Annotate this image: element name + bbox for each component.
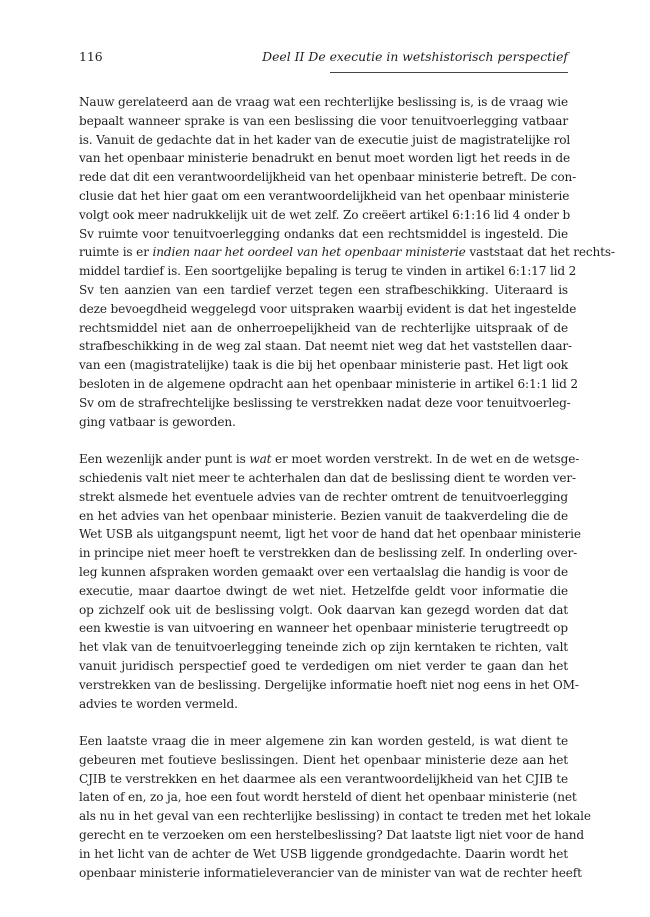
text-line: ruimte is er indien naar het oordeel van het openbaar ministerie vaststaat dat het rechts- — [79, 245, 615, 260]
text-line: gebeuren met foutieve beslissingen. Dient het openbaar ministerie deze aan het — [79, 752, 568, 767]
text-line: is. Vanuit de gedachte dat in het kader van de executie juist de magistratelijke rol — [79, 132, 571, 147]
text-line: van het openbaar ministerie benadrukt en benut moet worden ligt het reeds in de — [79, 151, 570, 166]
text-line: rede dat dit een verantwoordelijkheid van het openbaar ministerie betreft. De con- — [79, 170, 577, 185]
text-line: in principe niet meer hoeft te verstrekken dan de beslissing zelf. In onderling over- — [79, 546, 578, 561]
running-head — [79, 49, 568, 71]
emphasis-text: wat — [249, 452, 272, 467]
text-line: CJIB te verstrekken en het daarmee als een verantwoordelijkheid van het CJIB te — [79, 771, 568, 786]
paragraph — [79, 732, 591, 882]
text-line: vanuit juridisch perspectief goed te verdedigen om niet verder te gaan dan het — [79, 658, 568, 673]
text-line: Nauw gerelateerd aan de vraag wat een rechterlijke beslissing is, is de vraag wie — [79, 95, 568, 109]
text-line: en het advies van het openbaar ministerie. Bezien vanuit de taakverdeling die de — [79, 508, 568, 523]
text-line: Een laatste vraag die in meer algemene zin kan worden gesteld, is wat dient te — [79, 734, 568, 749]
text-line: clusie dat het hier gaat om een verantwoordelijkheid van het openbaar ministerie — [79, 188, 570, 203]
text-line: bepaalt wanneer sprake is van een beslissing die voor tenuitvoerlegging vatbaar — [79, 113, 568, 128]
emphasis-text: indien naar het oordeel van het openbaar ministerie — [152, 245, 466, 260]
text-line: in het licht van de achter de Wet USB liggende grondgedachte. Daarin wordt het — [79, 846, 568, 861]
text-line: rechtsmiddel niet aan de onherroepelijkheid van de rechterlijke uitspraak of de — [79, 320, 568, 335]
text-line: schiedenis valt niet meer te achterhalen dan dat de beslissing dient te worden ver- — [79, 470, 576, 485]
text-line: executie, maar daartoe dwingt de wet niet. Hetzelfde geldt voor informatie die — [79, 583, 568, 598]
text-line: een kwestie is van uitvoering en wanneer het openbaar ministerie terugtreedt op — [79, 621, 568, 636]
page-number: 116 — [79, 49, 103, 64]
text-line: ging vatbaar is geworden. — [79, 414, 236, 429]
text-line: laten of en, zo ja, hoe een fout wordt hersteld of dient het openbaar ministerie (net — [79, 790, 577, 805]
text-line: op zichzelf ook uit de beslissing volgt. Ook daarvan kan gezegd worden dat dat — [79, 602, 568, 617]
header-rule — [330, 72, 568, 73]
text-line: strafbeschikking in de weg zal staan. Dat neemt niet weg dat het vaststellen daar- — [79, 339, 572, 354]
text-line: openbaar ministerie informatieleverancier van de minister van wat de rechter heeft — [79, 865, 582, 880]
body-text — [79, 93, 615, 901]
text-line: verstrekken van de beslissing. Dergelijke informatie hoeft niet nog eens in het OM- — [79, 677, 579, 692]
text-line: volgt ook meer nadrukkelijk uit de wet zelf. Zo creëert artikel 6:1:16 lid 4 onder b — [79, 207, 571, 222]
text-line: leg kunnen afspraken worden gemaakt over een vertaalslag die handig is voor de — [79, 564, 568, 579]
text-line: advies te worden vermeld. — [79, 696, 238, 711]
text-line: besloten in de algemene opdracht aan het openbaar ministerie in artikel 6:1:1 lid 2 — [79, 376, 578, 391]
paragraph — [79, 450, 581, 713]
text-line: Sv ten aanzien van een tardief verzet tegen een strafbeschikking. Uiteraard is — [79, 282, 568, 297]
text-line: als nu in het geval van een rechterlijke beslissing) in contact te treden met het lokale — [79, 809, 591, 824]
text-line: het vlak van de tenuitvoerlegging teneinde zich op zijn kerntaken te richten, valt — [79, 640, 568, 655]
running-title: Deel II De executie in wetshistorisch perspectief — [262, 49, 568, 64]
text-line: strekt alsmede het eventuele advies van de rechter omtrent de tenuitvoerlegging — [79, 489, 568, 504]
paragraph — [79, 93, 615, 431]
text-line: middel tardief is. Een soortgelijke bepaling is terug te vinden in artikel 6:1:17 lid 2 — [79, 264, 577, 279]
text-line: Wet USB als uitgangspunt neemt, ligt het voor de hand dat het openbaar ministerie — [79, 527, 581, 542]
text-line: gerecht en te verzoeken om een herstelbeslissing? Dat laatste ligt niet voor de hand — [79, 828, 585, 843]
text-line: Sv om de strafrechtelijke beslissing te verstrekken nadat deze voor tenuitvoerleg- — [79, 395, 571, 410]
text-line: Sv ruimte voor tenuitvoerlegging ondanks dat een rechtsmiddel is ingesteld. Die — [79, 226, 568, 241]
text-line: Een wezenlijk ander punt is wat er moet worden verstrekt. In de wet en de wetsge- — [79, 452, 580, 467]
text-line: van een (magistratelijke) taak is die bij het openbaar ministerie past. Het ligt ook — [79, 358, 568, 373]
text-line: deze bevoegdheid weggelegd voor uitspraken waarbij evident is dat het ingestelde — [79, 301, 577, 316]
